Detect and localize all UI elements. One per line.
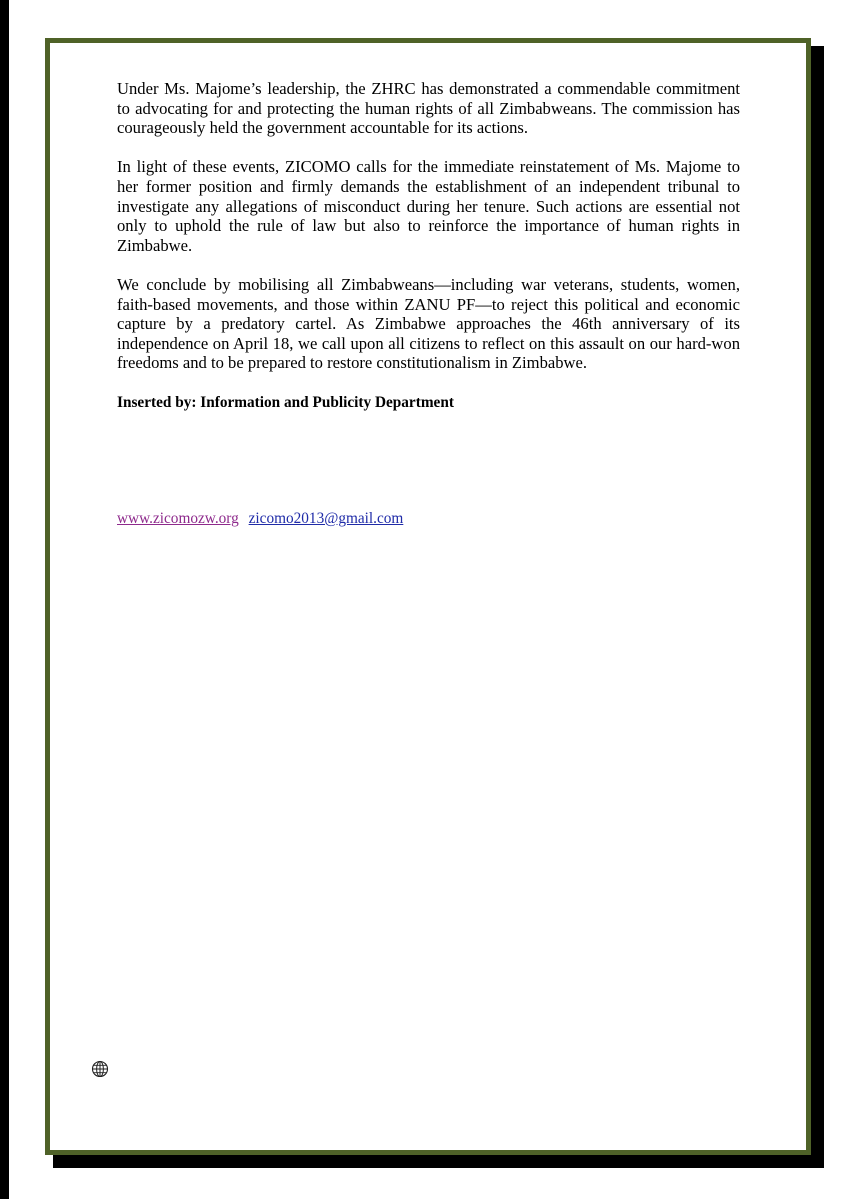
website-link[interactable]: www.zicomozw.org <box>117 510 239 527</box>
screen-left-edge <box>0 0 9 1199</box>
paragraph-reinstatement-call: In light of these events, ZICOMO calls for the immediate reinstatement of Ms. Majome to her former position and firmly demands the establishment of an independent tribunal to investigate any allegations of misconduct during her tenure. Such actions are essential not only to uphold the rule of law but also to reinforce the importance of human rights in Zimbabwe. <box>117 157 740 255</box>
contact-links <box>117 509 403 528</box>
document-body <box>117 79 740 412</box>
email-link[interactable]: zicomo2013@gmail.com <box>248 510 404 527</box>
paragraph-mobilisation: We conclude by mobilising all Zimbabweans—including war veterans, students, women, faith-based movements, and those within ZANU PF—to reject this political and economic capture by a predatory cartel. As Zimbabwe approaches the 46th anniversary of its independence on April 18, we call upon all citizens to reflect on this assault on our hard-won freedoms and to be prepared to restore constitutionalism in Zimbabwe. <box>117 274 740 373</box>
globe-icon <box>91 1060 109 1078</box>
document-page <box>45 38 811 1155</box>
paragraph-zhrc-leadership: Under Ms. Majome’s leadership, the ZHRC has demonstrated a commendable commitment to advocating for and protecting the human rights of all Zimbabweans. The commission has courageously held the government accountable for its actions. <box>117 79 740 138</box>
inserted-by-signature: Inserted by: Information and Publicity Department <box>117 393 454 411</box>
